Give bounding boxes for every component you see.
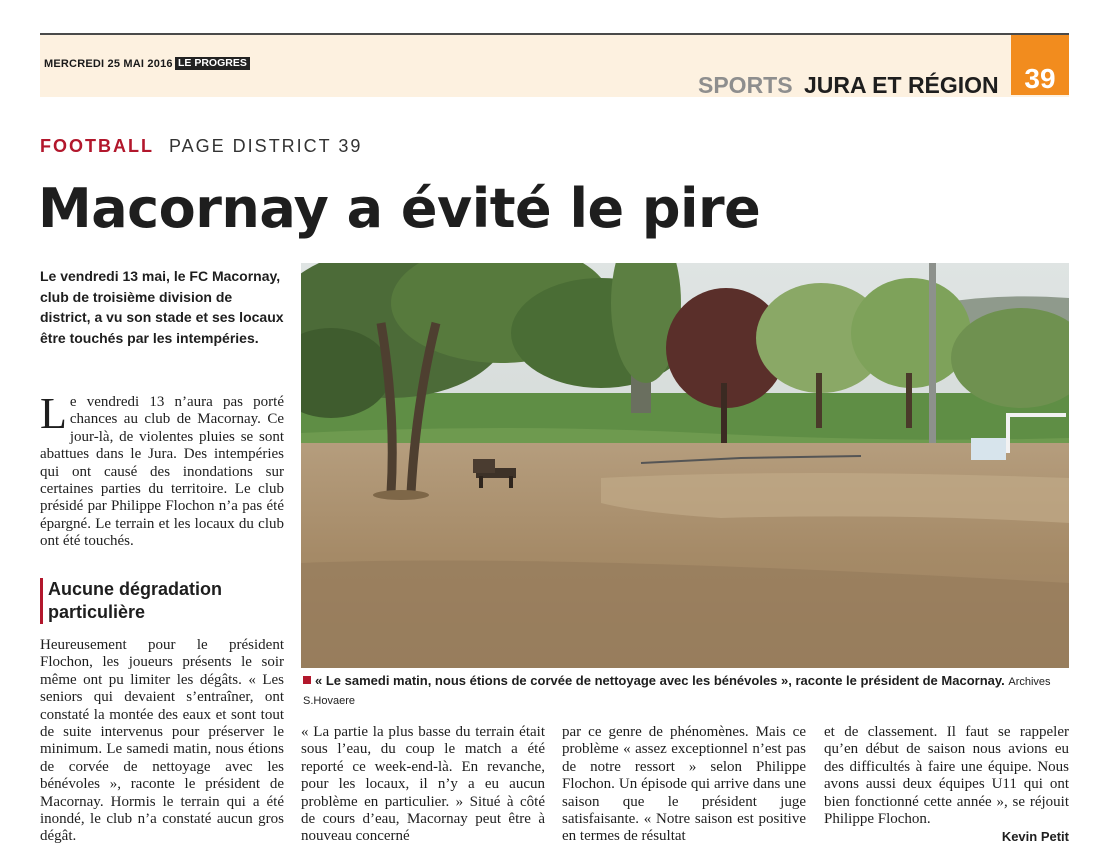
dateline: MERCREDI 25 MAI 2016: [44, 58, 173, 70]
masthead-logo: LE PROGRES: [175, 57, 250, 70]
paragraph-text: e vendredi 13 n’aura pas porté chances au club de Macornay. Ce jour-là, de violentes pluies se sont abattues dans le Jura. Des intempéries qui ont causé des inondations sur certaines parties du territoire. Le club présidé par Philippe Flochon n’a pas été épargné. Le terrain et les locaux du club ont été touchés.: [40, 394, 284, 550]
article-column-3: par ce genre de phénomènes. Mais ce problème « assez exceptionnel n’est pas de notre ressort » selon Philippe Flochon. Un épisode qui arrive dans une saison que le président juge satisfaisante. « Notre saison est positive en termes de résultat: [562, 724, 806, 845]
article-paragraph-2: Heureusement pour le président Flochon, les joueurs présents le soir même ont pu limiter les dégâts. « Les seniors qui devaient s’entraîner, ont constaté la montée des eaux et sont tout de suite intervenus pour préserver le minimum. Le samedi matin, nous étions de corvée de nettoyage avec les bénévoles », raconte le président de Macornay. Hormis le terrain qui a été inondé, le club n’a constaté aucun gros dégât.: [40, 637, 284, 845]
article-column-4: et de classement. Il faut se rappeler qu’en début de saison nous avions eu des difficultés à faire une équipe. Nous avons aussi deux équipes U11 qui ont bien fonctionné cette année », se réjouit Philippe Flochon.: [824, 724, 1069, 828]
author-signature: Kevin Petit: [1001, 829, 1069, 844]
section-label: SPORTS: [698, 72, 793, 98]
caption-marker: [303, 676, 311, 684]
chapo: Le vendredi 13 mai, le FC Macornay, club de troisième division de district, a vu son stade et ses locaux être touchés par les intempéries.: [40, 268, 284, 346]
article-paragraph-1: [40, 389, 284, 551]
photo-credit: Archives S.Hovaere: [303, 676, 1051, 707]
caption-text: « Le samedi matin, nous étions de corvée de nettoyage avec les bénévoles », raconte le président de Macornay.: [315, 673, 1005, 688]
photo-caption: [303, 672, 1067, 710]
kicker-page: PAGE DISTRICT 39: [169, 136, 363, 156]
kicker-rubric: FOOTBALL: [40, 136, 154, 156]
page-number: 39: [1024, 63, 1056, 94]
subheading: Aucune dégradation particulière: [40, 578, 288, 624]
flooded-field-photo: [301, 263, 1069, 668]
dropcap: L: [40, 389, 67, 438]
headline: Macornay a évité le pire: [38, 177, 761, 240]
article-column-2: « La partie la plus basse du terrain était sous l’eau, du coup le match a été reporté ce week-end-là. En revanche, pour les locaux, il n’y a eu aucun problème en particulier. » Situé à côté de cours d’eau, Macornay peut être à nouveau concerné: [301, 724, 545, 845]
subsection-label: JURA ET RÉGION: [804, 72, 999, 98]
